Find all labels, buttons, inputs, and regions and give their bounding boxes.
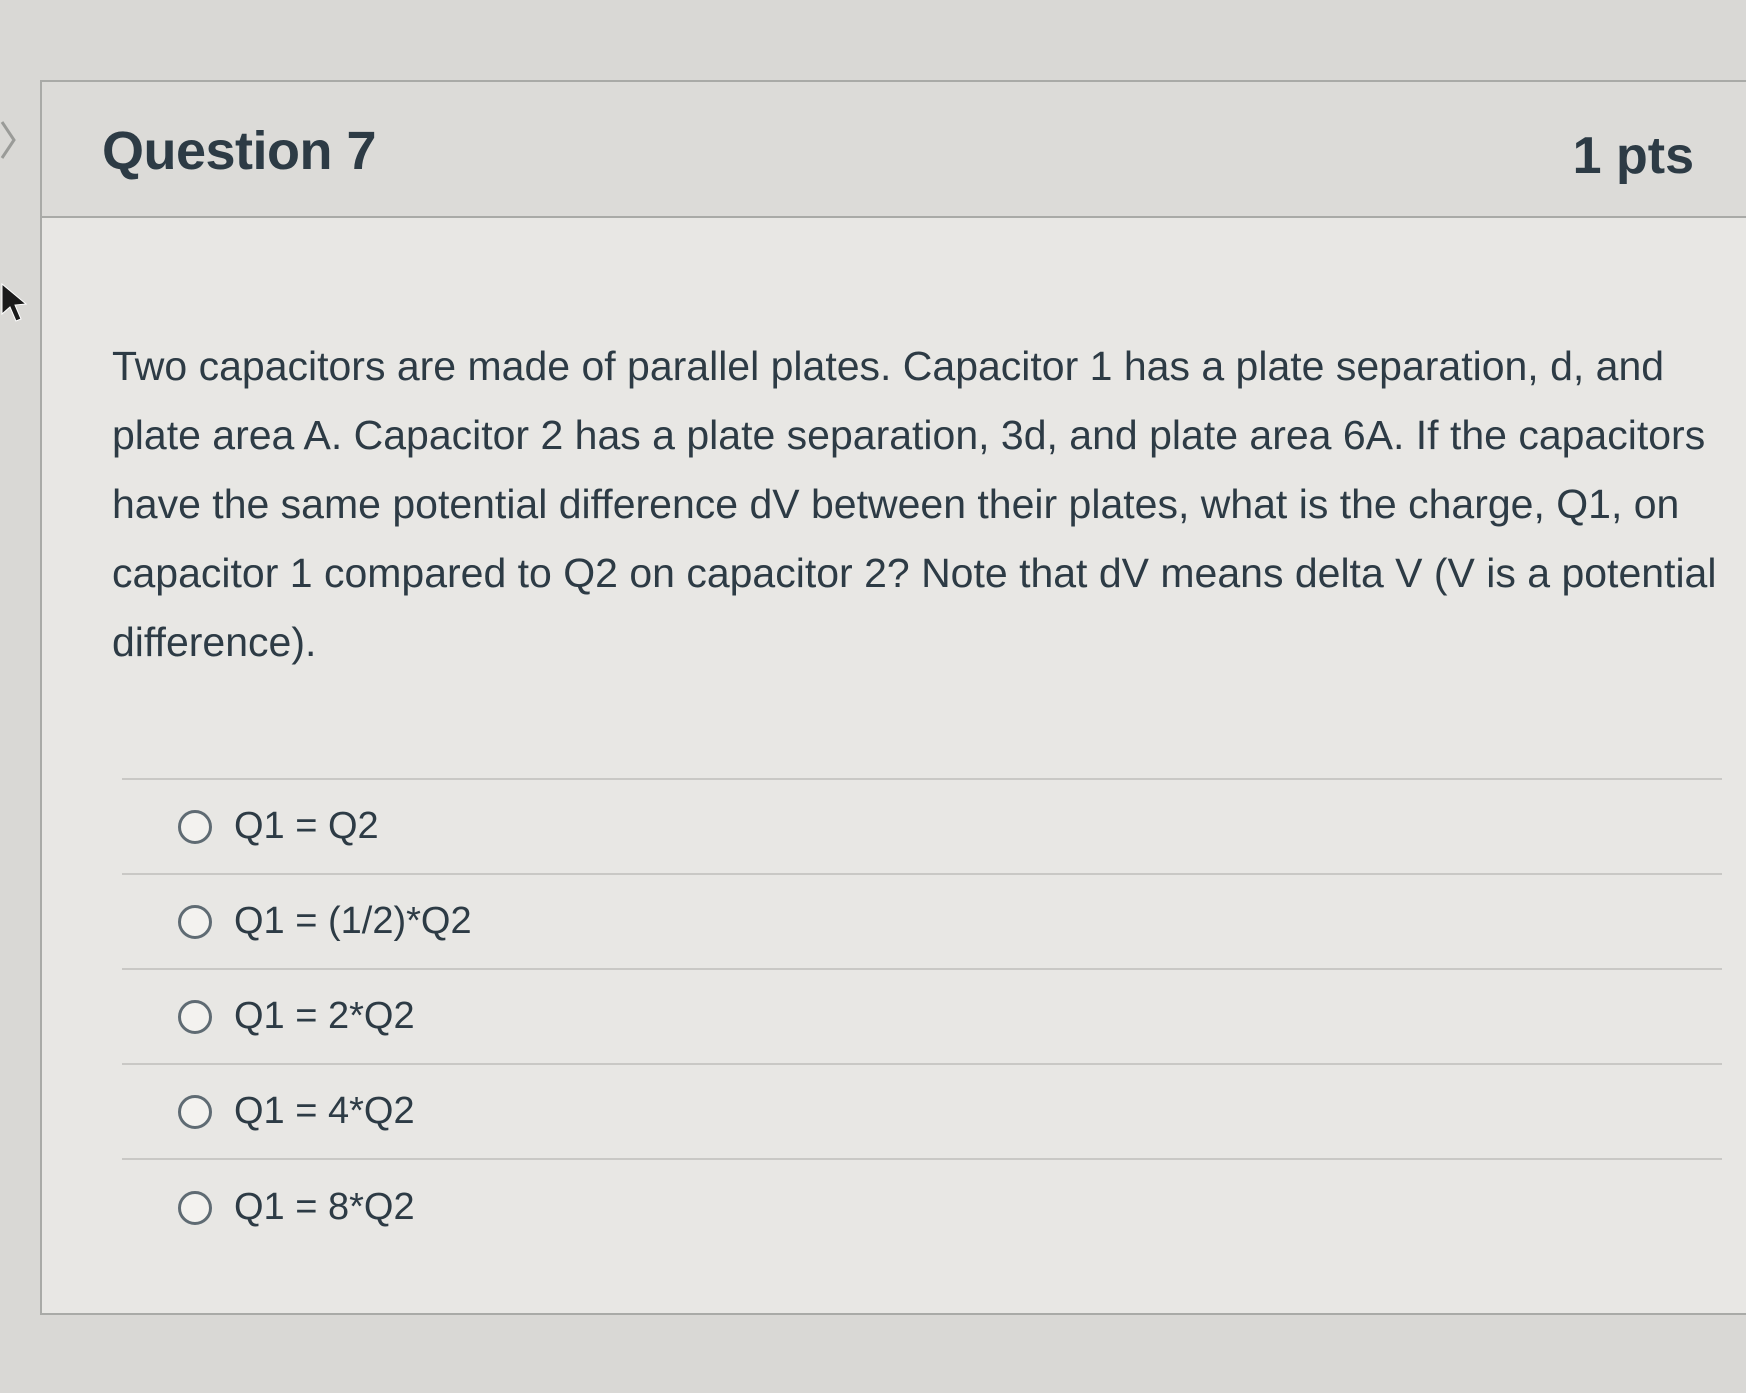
mouse-cursor-icon <box>0 282 28 322</box>
answer-label[interactable]: Q1 = (1/2)*Q2 <box>234 900 472 942</box>
answer-list <box>122 778 1722 1255</box>
question-header <box>42 82 1746 218</box>
answer-option[interactable] <box>122 780 1722 875</box>
answer-label[interactable]: Q1 = 8*Q2 <box>234 1186 415 1228</box>
question-text: Two capacitors are made of parallel plates. Capacitor 1 has a plate separation, d, and plate area A. Capacitor 2 has a plate separation, 3d, and plate area 6A. If the capacitors have the same potential difference dV between their plates, what is the charge, Q1, on capacitor 1 compared to Q2 on capacitor 2? Note that dV means delta V (V is a potential difference). <box>112 343 1717 665</box>
answer-option[interactable] <box>122 970 1722 1065</box>
radio-button-icon[interactable] <box>178 905 212 939</box>
answer-label[interactable]: Q1 = Q2 <box>234 805 379 847</box>
chevron-right-icon[interactable] <box>0 118 18 162</box>
radio-button-icon[interactable] <box>178 810 212 844</box>
question-card <box>40 80 1746 1315</box>
radio-button-icon[interactable] <box>178 1000 212 1034</box>
answer-label[interactable]: Q1 = 4*Q2 <box>234 1090 415 1132</box>
question-points: 1 pts <box>1572 127 1694 185</box>
radio-button-icon[interactable] <box>178 1095 212 1129</box>
answer-option[interactable] <box>122 875 1722 970</box>
answer-option[interactable] <box>122 1160 1722 1255</box>
answer-option[interactable] <box>122 1065 1722 1160</box>
answer-label[interactable]: Q1 = 2*Q2 <box>234 995 415 1037</box>
question-title: Question 7 <box>102 121 377 181</box>
radio-button-icon[interactable] <box>178 1191 212 1225</box>
